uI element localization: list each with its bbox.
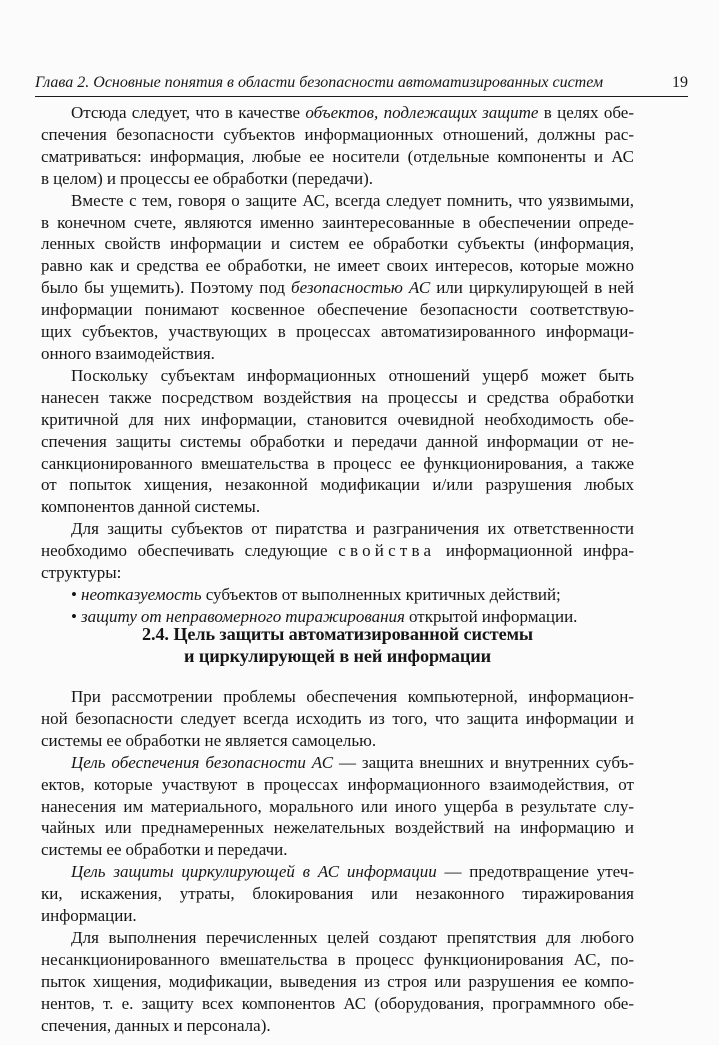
text-line: Цель защиты циркулирующей в АС информации — предотвращение утеч-: [71, 862, 635, 882]
text-line: было бы ущемить). Поэтому под безопасностью АС или циркулирующей в ней: [41, 278, 635, 298]
text-line: Для защиты субъектов от пиратства и разграничения их ответственности: [71, 519, 634, 539]
page-number: 19: [672, 74, 688, 91]
section-heading-line: и циркулирующей в ней информации: [184, 645, 491, 666]
text-line: нанесения им материального, морального или иного ущерба в результате слу-: [41, 796, 634, 816]
text-line: пыток хищения, модификации, выведения из строя или разрушения ее компо-: [41, 971, 634, 991]
emphasis: защиту от неправомерного тиражирования: [81, 606, 405, 626]
text-line: сматриваться: информация, любые ее носители (отдельные компоненты и АС: [41, 146, 634, 166]
paragraph: [41, 752, 634, 862]
header-rule: [35, 96, 688, 97]
emphasis: безопасностью АС: [291, 278, 431, 298]
list-item: • неотказуемость субъектов от выполненных критичных действий;: [71, 584, 561, 604]
text-line: чайных или преднамеренных нежелательных воздействий на информацию и: [41, 818, 634, 838]
paragraph: [41, 927, 634, 1037]
paragraph: [41, 102, 634, 190]
text-line: При рассмотрении проблемы обеспечения компьютерной, информацион-: [71, 687, 634, 706]
text-line: критичной для них информации, становится очевидной необходимость обе-: [41, 409, 634, 429]
text-line: ки, искажения, утраты, блокирования или незаконного тиражирования: [41, 884, 634, 904]
text-line: спечения, данных и персонала).: [41, 1015, 271, 1035]
paragraph: [41, 365, 634, 518]
text-line: ленных свойств информации и систем ее обработки субъекты (информация,: [41, 234, 634, 254]
text-line: онного взаимодействия.: [41, 343, 215, 363]
text-line: информации понимают косвенное обеспечение безопасности соответствую-: [41, 300, 634, 320]
text-line: необходимо обеспечивать следующие свойства информационной инфра-: [41, 541, 634, 561]
text-line: системы ее обработки и передачи.: [41, 840, 288, 860]
paragraph: [41, 518, 634, 584]
text-line: спечения безопасности субъектов информационных отношений, должны рас-: [41, 124, 634, 144]
text-line: системы ее обработки не является самоцелью.: [41, 730, 377, 750]
spaced-emphasis: свойства: [338, 541, 436, 561]
emphasis: неотказуемость: [81, 584, 202, 604]
text-block-bottom: [41, 686, 634, 1037]
text-line: компонентов данной системы.: [41, 497, 261, 517]
paragraph: [41, 686, 634, 752]
text-line: щих субъектов, участвующих в процессах автоматизированного информаци-: [41, 322, 634, 342]
text-line: нентов, т. е. защиту всех компонентов АС (оборудования, программного обе-: [41, 993, 634, 1013]
text-line: спечения защиты системы обработки и передачи данной информации от не-: [41, 431, 634, 451]
text-line: Вместе с тем, говоря о защите АС, всегда следует помнить, что уязвимыми,: [71, 190, 634, 210]
running-head: [35, 73, 688, 93]
text-line: Для выполнения перечисленных целей создают препятствия для любого: [71, 927, 634, 947]
text-line: Поскольку субъектам информационных отношений ущерб может быть: [71, 365, 634, 385]
text-line: Цель обеспечения безопасности АС — защита внешних и внутренних субъ-: [71, 752, 634, 772]
section-heading-line: 2.4. Цель защиты автоматизированной системы: [142, 624, 533, 644]
section-heading: [41, 624, 634, 667]
emphasis: Цель защиты циркулирующей в АС информации: [71, 862, 437, 882]
text-line: Отсюда следует, что в качестве объектов, подлежащих защите в целях обе-: [71, 103, 634, 122]
text-line: структуры:: [41, 563, 122, 583]
running-head-title: Глава 2. Основные понятия в области безопасности автоматизированных систем: [35, 74, 604, 91]
text-line: ектов, которые участвуют в процессах информационного взаимодействия, от: [41, 774, 634, 794]
text-line: равно как и средства ее обработки, не имеет своих интересов, которые можно: [41, 256, 634, 276]
text-line: информации.: [41, 906, 137, 926]
text-line: в конечном счете, являются именно заинтересованные в обеспечении опреде-: [41, 212, 634, 232]
text-line: от попыток хищения, незаконной модификации и/или разрушения любых: [41, 475, 634, 495]
text-line: несанкционированного вмешательства в процесс функционирования АС, по-: [41, 949, 634, 969]
text-line: санкционированного вмешательства в процесс ее функционирования, а также: [41, 453, 634, 473]
list-item: • защиту от неправомерного тиражирования открытой информации.: [71, 606, 578, 626]
text-line: ной безопасности следует всегда исходить из того, что защита информации и: [41, 708, 634, 728]
paragraph: [41, 190, 634, 365]
emphasis: объектов, подлежащих защите: [305, 103, 539, 122]
emphasis: Цель обеспечения безопасности АС: [71, 752, 334, 772]
text-line: в целом) и процессы ее обработки (передачи).: [41, 168, 374, 188]
text-block-top: [41, 102, 634, 628]
paragraph: [41, 861, 634, 927]
text-line: нанесен также посредством воздействия на процессы и средства обработки: [41, 387, 634, 407]
